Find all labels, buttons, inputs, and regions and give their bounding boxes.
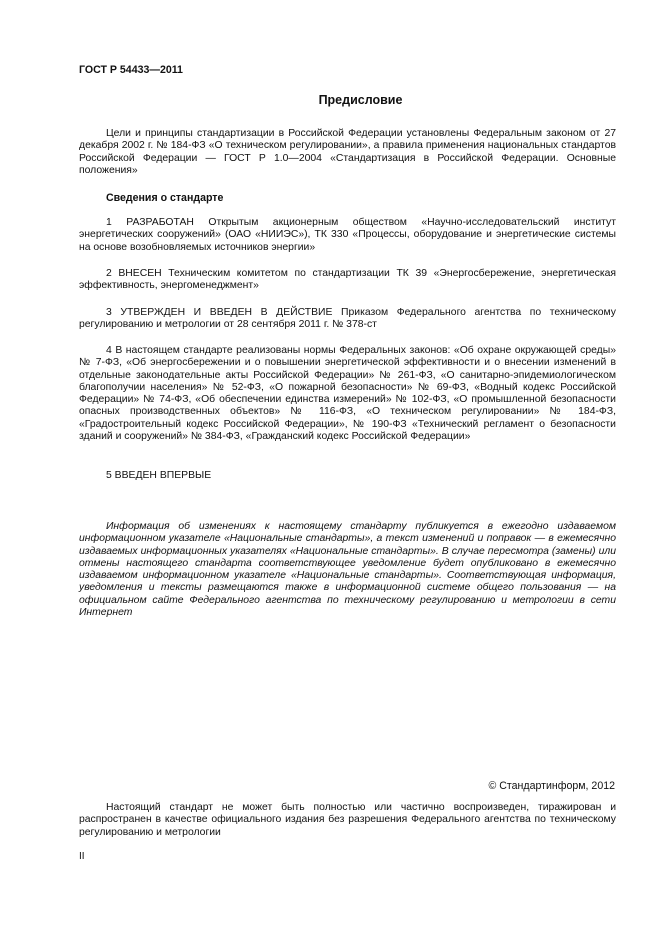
intro-paragraph: Цели и принципы стандартизации в Российской Федерации установлены Федеральным законом от 27 декабря 2002 г. № 184-ФЗ «О техническом регулировании», а правила применения национальных стандартов Российской Федерации — ГОСТ Р 1.0—2004 «Стандартизация в Российской Федерации. Основные положения» <box>79 128 616 176</box>
item-federal-laws: 4 В настоящем стандарте реализованы нормы Федеральных законов: «Об охране окружающей среды» № 7-ФЗ, «Об энергосбережении и о повышении энергетической эффективности и о внесении изменений в отдельные законодательные акты Российской Федерации» № 261-ФЗ, «О санитарно-эпидемиологическом благополучии населения» № 52-ФЗ, «О пожарной безопасности» № 69-ФЗ, «Водный кодекс Российской Федерации» № 74-ФЗ, «Об обеспечении единства измерений» № 102-ФЗ, «О промышленной безопасности опасных производственных объектов» № 116-ФЗ, «О техническом регулировании» № 184-ФЗ, «Градостроительный кодекс Российской Федерации», № 190-ФЗ «Технический регламент о безопасности зданий и сооружений» № 384-ФЗ, «Гражданский кодекс Российской Федерации» <box>79 345 616 443</box>
page-number: II <box>79 851 85 862</box>
section-heading: Сведения о стандарте <box>106 192 224 204</box>
reproduction-notice: Настоящий стандарт не может быть полностью или частично воспроизведен, тиражирован и распространен в качестве официального издания без разрешения Федерального агентства по техническому регулированию и метрологии <box>79 802 616 838</box>
item-introduced-by: 2 ВНЕСЕН Техническим комитетом по стандартизации ТК 39 «Энергосбережение, энергетическая эффективность, энергоменеджмент» <box>79 268 616 292</box>
page-title: Предисловие <box>318 93 403 107</box>
standard-code: ГОСТ Р 54433—2011 <box>79 64 183 76</box>
item-first-introduced: 5 ВВЕДЕН ВПЕРВЫЕ <box>106 470 212 481</box>
copyright: © Стандартинформ, 2012 <box>488 780 615 792</box>
info-notice: Информация об изменениях к настоящему стандарту публикуется в ежегодно издаваемом информационном указателе «Национальные стандарты», а текст изменений и поправок — в ежемесячно издаваемых информационных указателях «Национальные стандарты». В случае пересмотра (замены) или отмены настоящего стандарта соответствующее уведомление будет опубликовано в ежемесячно издаваемом информационном указателе «Национальные стандарты». Соответствующая информация, уведомления и тексты размещаются также в информационной системе общего пользования — на официальном сайте Федерального агентства по техническому регулированию и метрологии в сети Интернет <box>79 521 616 619</box>
item-developed: 1 РАЗРАБОТАН Открытым акционерным обществом «Научно-исследовательский институт энергетических сооружений» (ОАО «НИИЭС»), ТК 330 «Процессы, оборудование и энергетические системы на основе возобновляемых источников энергии» <box>79 217 616 253</box>
item-approved: 3 УТВЕРЖДЕН И ВВЕДЕН В ДЕЙСТВИЕ Приказом Федерального агентства по техническому регулированию и метрологии от 28 сентября 2011 г. № 378-ст <box>79 307 616 331</box>
